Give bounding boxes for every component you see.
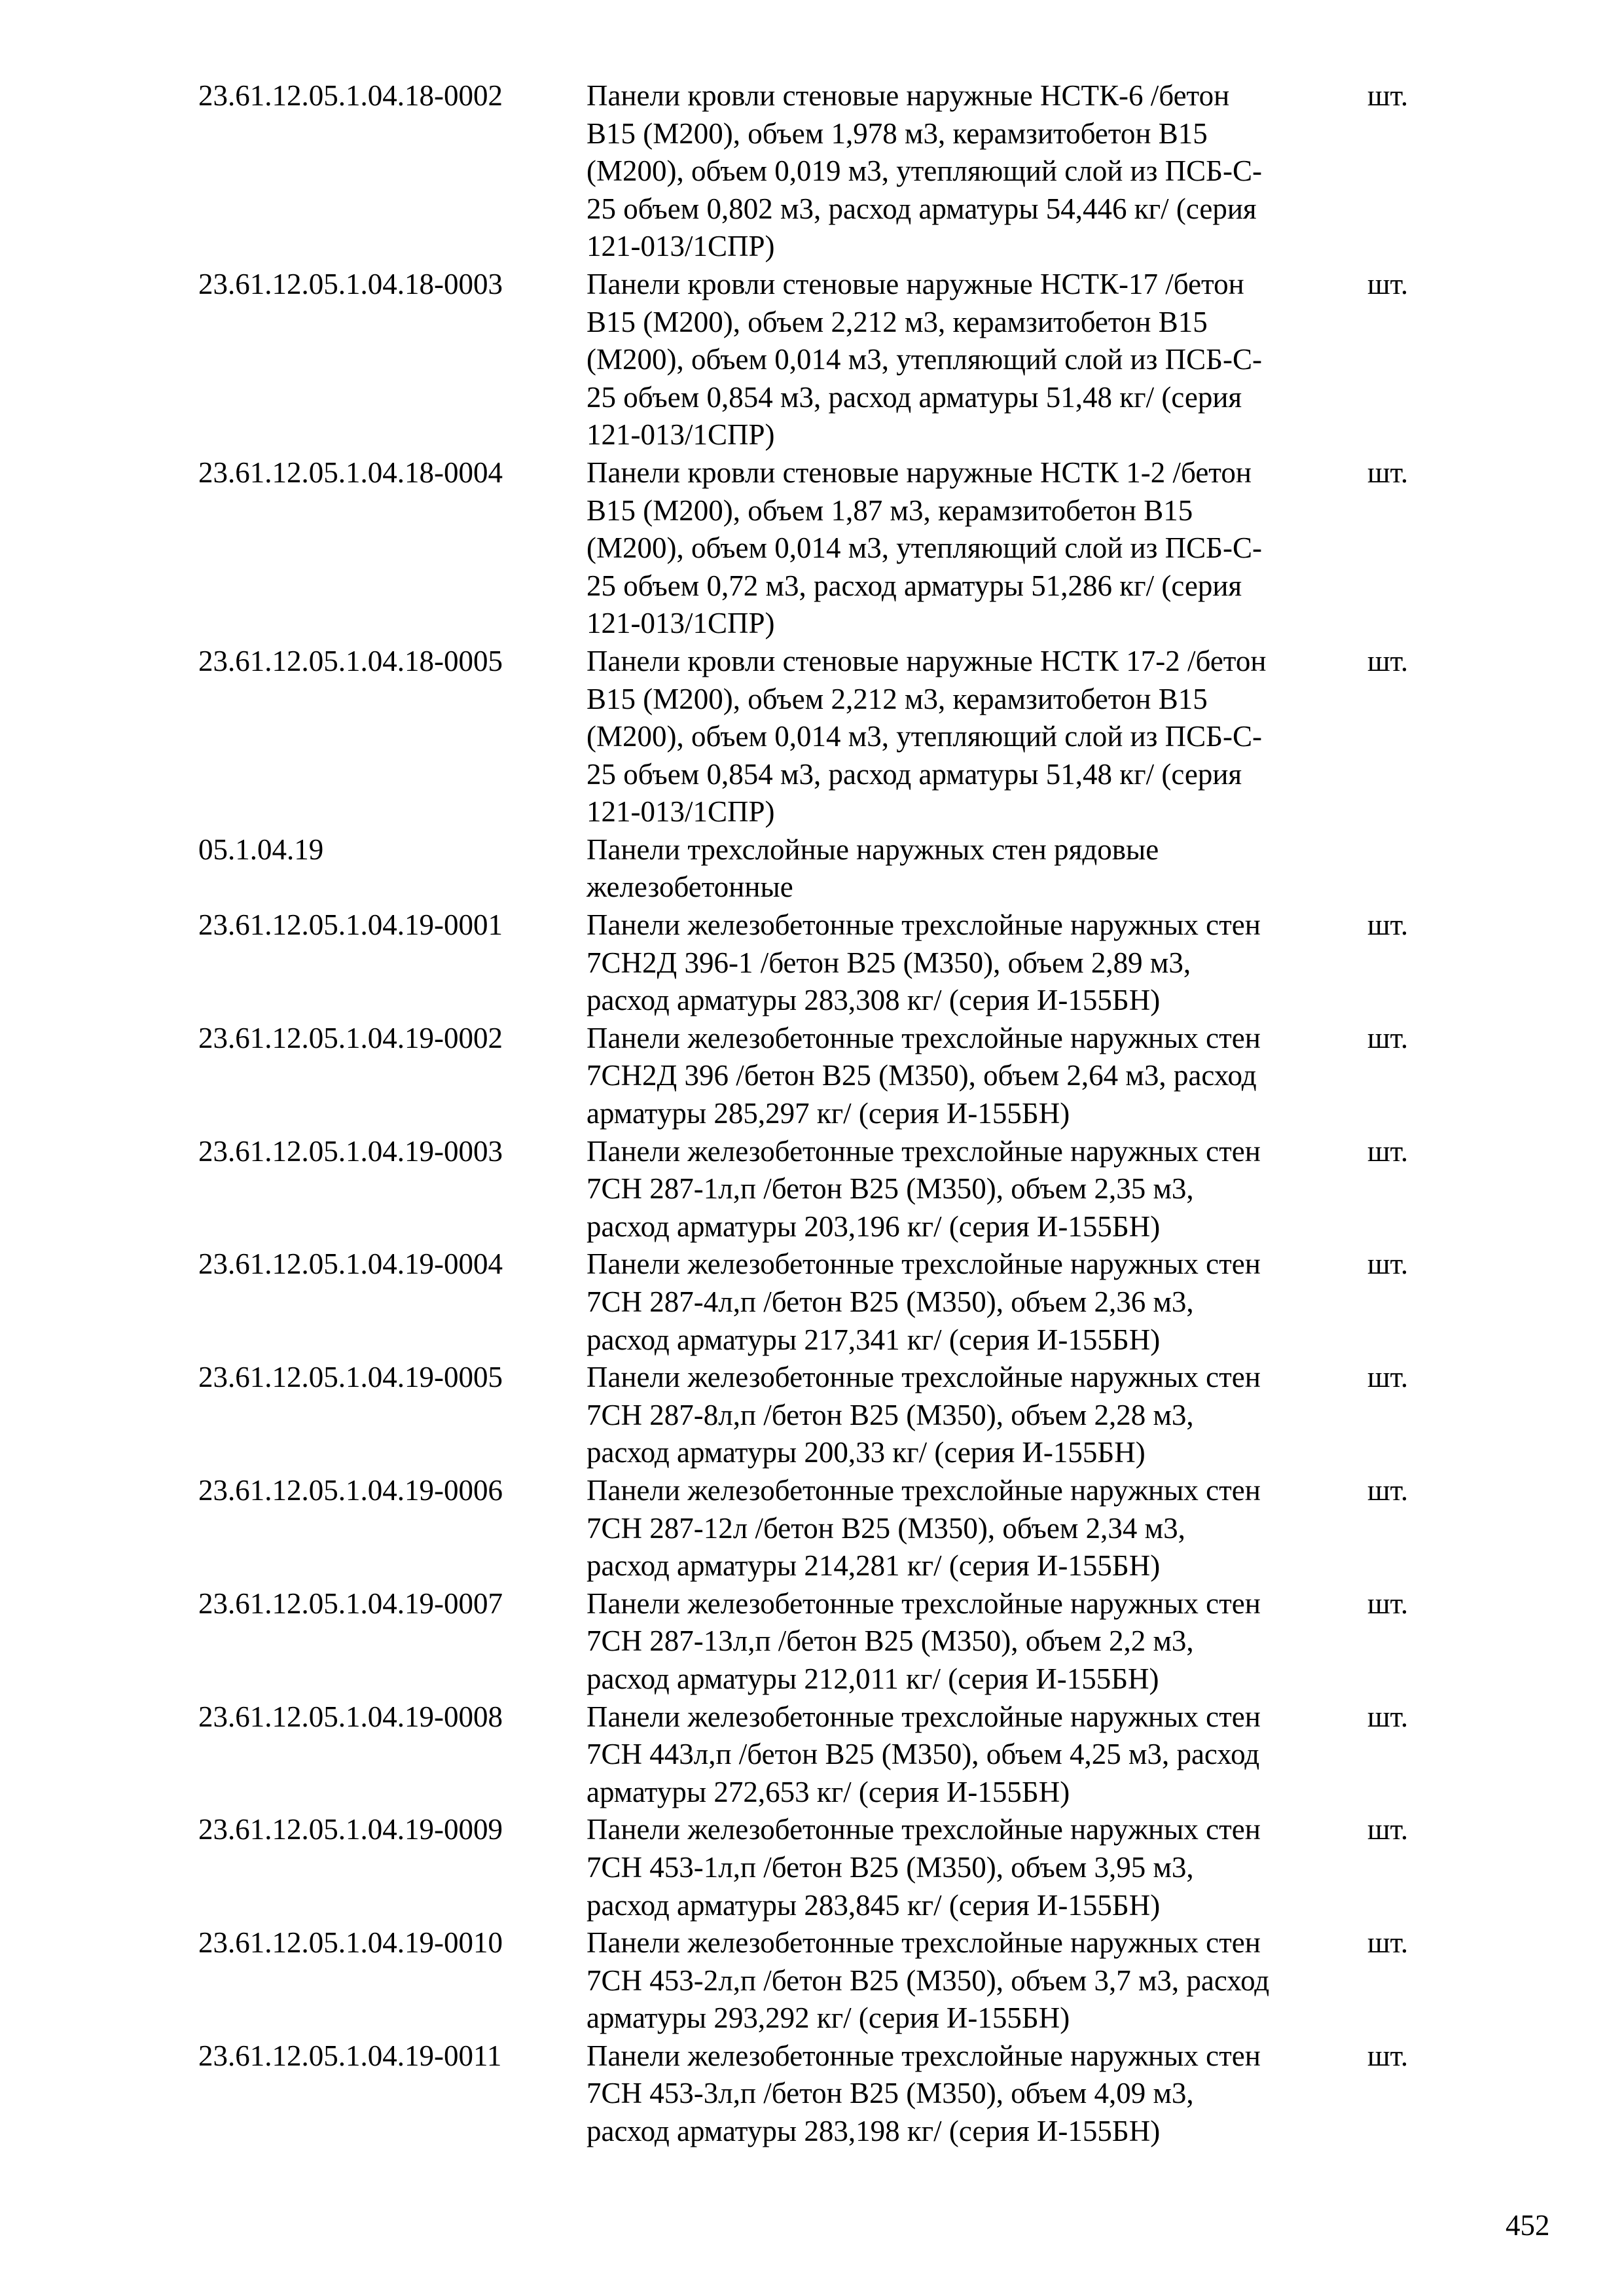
description-line: Панели железобетонные трехслойные наружных стен (586, 1134, 1261, 1168)
list-item (198, 1359, 1442, 1472)
description-line: 25 объем 0,854 м3, расход арматуры 51,48 кг/ (серия (586, 757, 1242, 791)
item-unit: шт. (1367, 1813, 1409, 1846)
description-line: 7СН 453-3л,п /бетон В25 (М350), объем 4,09 м3, (586, 2077, 1194, 2110)
description-line: В15 (М200), объем 1,87 м3, керамзитобетон В15 (586, 493, 1193, 527)
description-line: расход арматуры 200,33 кг/ (серия И-155БН) (586, 1436, 1146, 1469)
item-description (586, 1811, 1352, 1924)
description-line: (М200), объем 0,014 м3, утепляющий слой из ПСБ-С- (586, 343, 1262, 376)
item-code: 23.61.12.05.1.04.19-0010 (198, 1926, 503, 1960)
item-code: 23.61.12.05.1.04.19-0005 (198, 1361, 503, 1394)
description-line: Панели кровли стеновые наружные НСТК 1-2 /бетон (586, 456, 1252, 489)
list-item (198, 1698, 1442, 1812)
description-line: 7СН 287-8л,п /бетон В25 (М350), объем 2,28 м3, (586, 1398, 1194, 1431)
item-unit: шт. (1367, 1361, 1409, 1394)
item-description (586, 906, 1352, 1020)
item-unit: шт. (1367, 908, 1409, 942)
item-description (586, 1133, 1352, 1246)
item-description (586, 1359, 1352, 1472)
description-line: 121-013/1СПР) (586, 418, 775, 452)
item-description (586, 643, 1352, 831)
description-line: Панели железобетонные трехслойные наружных стен (586, 1247, 1261, 1281)
item-description (586, 1246, 1352, 1359)
item-description (586, 1924, 1352, 2037)
description-line: В15 (М200), объем 1,978 м3, керамзитобетон В15 (586, 117, 1208, 150)
item-code: 23.61.12.05.1.04.19-0008 (198, 1700, 503, 1733)
description-line: 7СН 287-1л,п /бетон В25 (М350), объем 2,35 м3, (586, 1172, 1194, 1206)
description-line: 7СН 287-4л,п /бетон В25 (М350), объем 2,36 м3, (586, 1285, 1194, 1318)
description-line: В15 (М200), объем 2,212 м3, керамзитобетон В15 (586, 682, 1208, 715)
description-line: расход арматуры 283,198 кг/ (серия И-155БН) (586, 2115, 1161, 2148)
description-line: расход арматуры 283,308 кг/ (серия И-155БН) (586, 984, 1161, 1017)
item-unit: шт. (1367, 1247, 1409, 1281)
description-line: 25 объем 0,854 м3, расход арматуры 51,48 кг/ (серия (586, 380, 1242, 414)
item-code: 23.61.12.05.1.04.18-0005 (198, 644, 503, 677)
item-description (586, 266, 1352, 454)
list-item (198, 1924, 1442, 2037)
description-line: арматуры 293,292 кг/ (серия И-155БН) (586, 2001, 1070, 2035)
description-line: 121-013/1СПР) (586, 607, 775, 640)
item-code: 23.61.12.05.1.04.19-0003 (198, 1134, 503, 1168)
description-line: расход арматуры 214,281 кг/ (серия И-155БН) (586, 1549, 1161, 1583)
list-item (198, 1020, 1442, 1133)
item-unit: шт. (1367, 1473, 1409, 1507)
list-item (198, 1811, 1442, 1924)
description-line: 7СН 443л,п /бетон В25 (М350), объем 4,25 м3, расход (586, 1738, 1260, 1771)
item-description (586, 1020, 1352, 1133)
item-unit: шт. (1367, 2039, 1409, 2072)
price-list-entries (198, 77, 1442, 2151)
item-code: 23.61.12.05.1.04.18-0003 (198, 267, 503, 300)
description-line: арматуры 285,297 кг/ (серия И-155БН) (586, 1097, 1070, 1130)
description-line: Панели железобетонные трехслойные наружных стен (586, 1361, 1261, 1394)
list-item (198, 266, 1442, 454)
description-line: Панели железобетонные трехслойные наружных стен (586, 1926, 1261, 1960)
description-line: Панели кровли стеновые наружные НСТК 17-2 /бетон (586, 644, 1267, 677)
description-line: Панели кровли стеновые наружные НСТК-6 /бетон (586, 79, 1230, 112)
list-item (198, 454, 1442, 643)
description-line: Панели железобетонные трехслойные наружных стен (586, 1700, 1261, 1733)
description-line: расход арматуры 212,011 кг/ (серия И-155БН) (586, 1662, 1159, 1695)
item-code: 23.61.12.05.1.04.19-0009 (198, 1813, 503, 1846)
description-line: 25 объем 0,802 м3, расход арматуры 54,446 кг/ (серия (586, 192, 1257, 225)
item-code: 23.61.12.05.1.04.19-0004 (198, 1247, 503, 1281)
item-unit: шт. (1367, 1926, 1409, 1960)
description-line: (М200), объем 0,019 м3, утепляющий слой из ПСБ-С- (586, 154, 1262, 188)
item-unit: шт. (1367, 1587, 1409, 1620)
item-code: 23.61.12.05.1.04.19-0002 (198, 1021, 503, 1054)
item-code: 05.1.04.19 (198, 833, 324, 866)
item-unit: шт. (1367, 1134, 1409, 1168)
item-description (586, 831, 1352, 906)
list-item (198, 643, 1442, 831)
list-item (198, 1585, 1442, 1698)
description-line: 7СН2Д 396-1 /бетон В25 (М350), объем 2,89 м3, (586, 946, 1191, 979)
description-line: 121-013/1СПР) (586, 795, 775, 829)
list-item (198, 2037, 1442, 2151)
list-item (198, 1133, 1442, 1246)
description-line: расход арматуры 203,196 кг/ (серия И-155БН) (586, 1210, 1161, 1243)
item-code: 23.61.12.05.1.04.19-0006 (198, 1473, 503, 1507)
item-unit: шт. (1367, 456, 1409, 489)
description-line: Панели трехслойные наружных стен рядовые (586, 833, 1159, 866)
description-line: Панели железобетонные трехслойные наружных стен (586, 1587, 1261, 1620)
description-line: Панели железобетонные трехслойные наружных стен (586, 1813, 1261, 1846)
item-code: 23.61.12.05.1.04.19-0011 (198, 2039, 502, 2072)
list-item (198, 1472, 1442, 1585)
item-code: 23.61.12.05.1.04.19-0007 (198, 1587, 503, 1620)
item-description (586, 454, 1352, 643)
description-line: (М200), объем 0,014 м3, утепляющий слой из ПСБ-С- (586, 720, 1262, 753)
item-code: 23.61.12.05.1.04.18-0004 (198, 456, 503, 489)
description-line: расход арматуры 283,845 кг/ (серия И-155БН) (586, 1888, 1161, 1922)
description-line: 7СН 453-1л,п /бетон В25 (М350), объем 3,95 м3, (586, 1850, 1194, 1884)
item-description (586, 1698, 1352, 1812)
item-unit: шт. (1367, 1700, 1409, 1733)
description-line: 121-013/1СПР) (586, 230, 775, 263)
list-item (198, 77, 1442, 266)
description-line: 7СН 453-2л,п /бетон В25 (М350), объем 3,7 м3, расход (586, 1964, 1270, 1997)
item-description (586, 1585, 1352, 1698)
description-line: Панели железобетонные трехслойные наружных стен (586, 1021, 1261, 1054)
description-line: 7СН2Д 396 /бетон В25 (М350), объем 2,64 м3, расход (586, 1059, 1257, 1092)
item-code: 23.61.12.05.1.04.18-0002 (198, 79, 503, 112)
description-line: арматуры 272,653 кг/ (серия И-155БН) (586, 1775, 1070, 1808)
description-line: 7СН 287-13л,п /бетон В25 (М350), объем 2,2 м3, (586, 1624, 1194, 1658)
item-unit: шт. (1367, 1021, 1409, 1054)
description-line: Панели железобетонные трехслойные наружных стен (586, 2039, 1261, 2072)
page-number: 452 (1506, 2209, 1550, 2242)
description-line: (М200), объем 0,014 м3, утепляющий слой из ПСБ-С- (586, 531, 1262, 565)
list-item (198, 1246, 1442, 1359)
list-item (198, 906, 1442, 1020)
description-line: Панели железобетонные трехслойные наружных стен (586, 1473, 1261, 1507)
description-line: 7СН 287-12л /бетон В25 (М350), объем 2,34 м3, (586, 1511, 1185, 1545)
item-description (586, 77, 1352, 266)
description-line: Панели кровли стеновые наружные НСТК-17 /бетон (586, 267, 1244, 300)
item-unit: шт. (1367, 267, 1409, 300)
item-unit: шт. (1367, 644, 1409, 677)
item-description (586, 2037, 1352, 2151)
item-code: 23.61.12.05.1.04.19-0001 (198, 908, 503, 942)
description-line: расход арматуры 217,341 кг/ (серия И-155БН) (586, 1323, 1161, 1356)
list-item (198, 831, 1442, 906)
description-line: железобетонные (586, 870, 793, 904)
description-line: В15 (М200), объем 2,212 м3, керамзитобетон В15 (586, 305, 1208, 338)
description-line: 25 объем 0,72 м3, расход арматуры 51,286 кг/ (серия (586, 569, 1242, 602)
item-description (586, 1472, 1352, 1585)
item-unit: шт. (1367, 79, 1409, 112)
description-line: Панели железобетонные трехслойные наружных стен (586, 908, 1261, 942)
